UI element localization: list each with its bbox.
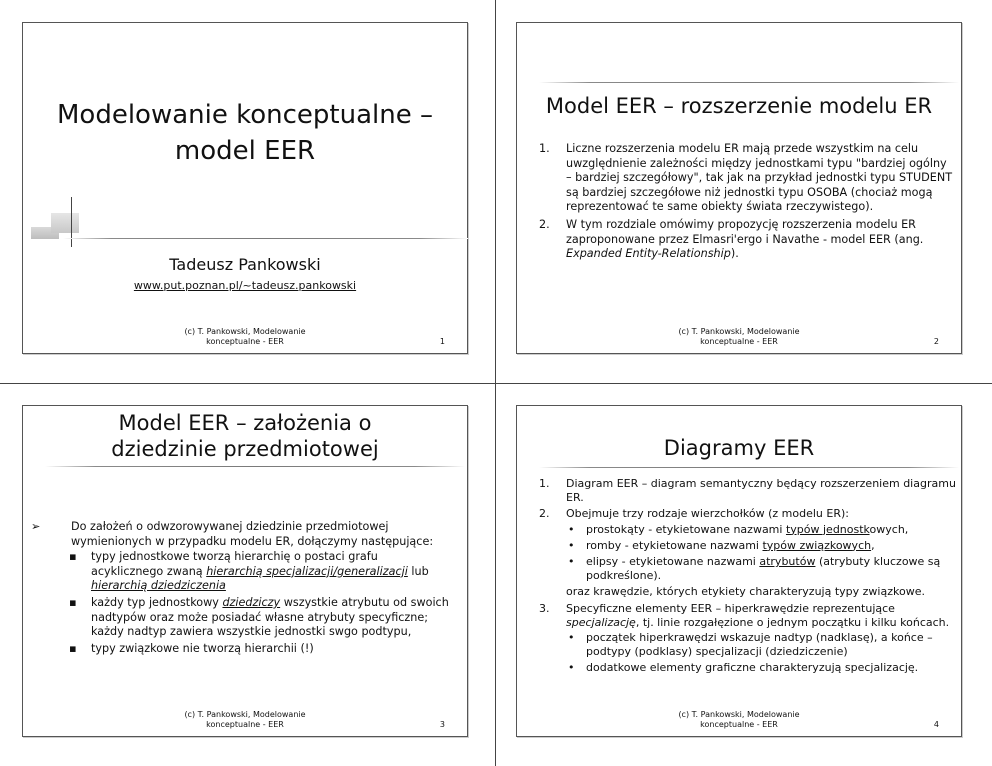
sub-bullet-item [539, 539, 959, 553]
sub-text-underlined: typów jednostk [785, 522, 870, 536]
hierarchy-link: hierarchią specjalizacji/generalizacji [206, 564, 408, 578]
slide-4-title: Diagramy EER [663, 436, 815, 460]
slide-4-rule [539, 467, 959, 468]
sub-bullet-item [539, 631, 959, 659]
sub-text: romby - etykietowane nazwami [586, 538, 763, 552]
slide-4-body [539, 477, 959, 676]
footer-line-1: (c) T. Pankowski, Modelowanie [678, 327, 800, 336]
slide-2-footer [517, 327, 961, 347]
slide-4-number: 4 [933, 720, 939, 729]
list-item [539, 602, 959, 630]
sub-text: owych, [869, 522, 909, 536]
list-text: Diagram EER – diagram semantyczny będący rozszerzeniem diagramu ER. [566, 477, 956, 505]
footer-line-2: konceptualne - EER [700, 337, 778, 346]
list-text-italic: Expanded Entity-Relationship [566, 247, 731, 261]
intro-text: Do założeń o odwzorowywanej dziedzinie przedmiotowej wymienionych w przypadku modelu ER, dołączymy następujące: [71, 520, 434, 548]
list-item [539, 142, 954, 215]
bullet-text: lub [407, 564, 429, 578]
sub-text: początek hiperkrawędzi wskazuje nadtyp (nadklasę), a końce – podtypy (podklasy) specjalizacji (dziedziczenie) [586, 631, 933, 659]
sub-text-underlined: typów związkowych [762, 538, 872, 552]
slide-2 [516, 22, 962, 354]
slide-1-author: Tadeusz Pankowski [169, 255, 321, 274]
list-number: 1. [539, 477, 550, 490]
footer-line-2: konceptualne - EER [206, 720, 284, 729]
list-item [539, 477, 959, 505]
bullet-text: typy związkowe nie tworzą hierarchii (!) [91, 641, 314, 655]
list-text: , tj. linie rozgałęzione o jednym początku i kilku końcach. [635, 615, 950, 629]
dot-bullet-icon: • [568, 522, 575, 536]
inheritance-link: hierarchią dziedziczenia [91, 579, 226, 593]
slide-3 [22, 405, 468, 737]
bullet-text: wszystkie atrybutu od swoich nadtypów oraz może posiadać własne atrybuty specyficzne; każdy nadtyp zawiera wszystkie jednostki swgo podtypu, [91, 595, 449, 639]
dot-bullet-icon: • [568, 555, 575, 569]
slide-3-rule [45, 466, 465, 467]
slide-1-url[interactable]: www.put.poznan.pl/~tadeusz.pankowski [133, 279, 357, 292]
sub-text: , [871, 538, 875, 552]
dot-bullet-icon: • [568, 661, 575, 675]
slide-2-body [539, 142, 954, 262]
footer-line-2: konceptualne - EER [206, 337, 284, 346]
sub-bullet-item [539, 555, 959, 583]
footer-line-2: konceptualne - EER [700, 720, 778, 729]
sub-text: elipsy - etykietowane nazwami [586, 555, 760, 569]
bullet-item [31, 550, 451, 594]
slide-1-title: Modelowanie konceptualne – model EER [56, 100, 433, 166]
list-number: 2. [539, 217, 550, 231]
sub-text: prostokąty - etykietowane nazwami [586, 522, 786, 536]
sub-bullet-item [539, 523, 959, 537]
footer-line-1: (c) T. Pankowski, Modelowanie [678, 710, 800, 719]
bullet-item [31, 642, 451, 657]
slide-4 [516, 405, 962, 737]
sub-text: dodatkowe elementy graficzne charakteryzują specjalizację. [586, 661, 919, 675]
slide-4-footer [517, 710, 961, 730]
list-text: Liczne rozszerzenia modelu ER mają przede wszystkim na celu uwzględnienie zależności między jednostkami typu "bardziej ogólny – bardziej szczegółowy", tak jak na przykład jednostki typu STUDENT są bardziej szczegółowe niż jednostki typu OSOBA (chociaż mogą reprezentować te same obiekty świata rzeczywistego). [566, 142, 953, 214]
bullet-item [31, 596, 451, 640]
slide-1 [22, 22, 468, 354]
slide-3-body [31, 520, 451, 656]
list-text-italic: specjalizację [566, 615, 636, 629]
horizontal-page-divider [0, 383, 992, 384]
list-text: ). [730, 247, 739, 261]
square-bullet-icon: ▪ [69, 595, 77, 609]
list-item [539, 218, 954, 262]
footer-line-1: (c) T. Pankowski, Modelowanie [184, 327, 306, 336]
list-number: 1. [539, 142, 550, 155]
sub-bullet-item [539, 661, 959, 675]
list-continuation [539, 585, 959, 599]
list-text: Obejmuje trzy rodzaje wierzchołków (z modelu ER): [566, 507, 849, 521]
list-text: oraz krawędzie, których etykiety charakteryzują typy związkowe. [566, 585, 925, 599]
list-item [539, 507, 959, 521]
footer-line-1: (c) T. Pankowski, Modelowanie [184, 710, 306, 719]
slide-2-top-rule [539, 82, 959, 83]
list-text: W tym rozdziale omówimy propozycję rozszerzenia modelu ER zaproponowane przez Elmasri'ergo i Navathe - model EER (ang. [566, 217, 924, 246]
slide-2-title: Model EER – rozszerzenie modelu ER [545, 94, 933, 118]
slide-1-footer [23, 327, 467, 347]
sub-text-underlined: atrybutów [759, 555, 816, 569]
slide-1-rule [63, 238, 468, 239]
inherits-link: dziedziczy [222, 595, 281, 609]
slide-3-number: 3 [439, 720, 445, 729]
slide-3-title: Model EER – założenia o dziedzinie przedmiotowej [111, 411, 379, 461]
bullet-text: typy jednostkowe tworzą hierarchię o postaci grafu acyklicznego zwaną [91, 550, 378, 578]
intro-item [31, 520, 451, 549]
arrow-bullet-icon: ➢ [31, 520, 41, 533]
slide-1-url-link[interactable] [23, 279, 467, 293]
slide-1-number: 1 [439, 337, 445, 346]
square-bullet-icon: ▪ [69, 641, 77, 655]
list-number: 3. [539, 601, 550, 615]
slide-3-footer [23, 710, 467, 730]
list-text: Specyficzne elementy EER – hiperkrawędzie reprezentujące [566, 601, 895, 615]
dot-bullet-icon: • [568, 538, 575, 552]
bullet-text: każdy typ jednostkowy [91, 595, 223, 609]
square-bullet-icon: ▪ [69, 550, 77, 564]
slide-2-number: 2 [933, 337, 939, 346]
dot-bullet-icon: • [568, 631, 575, 645]
sub-text: (atrybuty kluczowe są podkreślone). [586, 555, 941, 583]
list-number: 2. [539, 507, 550, 521]
